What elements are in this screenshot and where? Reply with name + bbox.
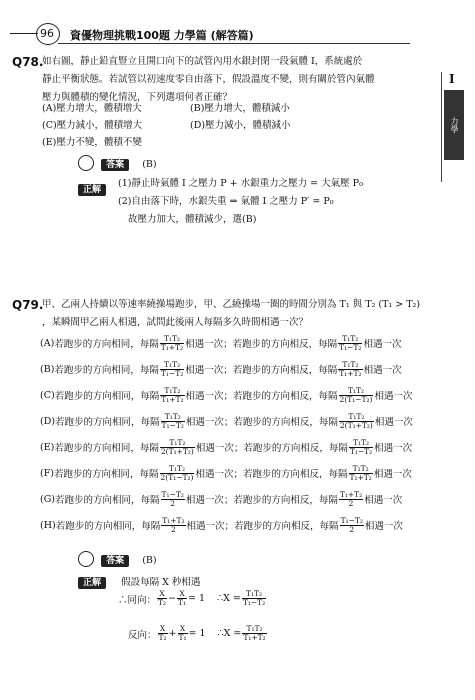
opposite-direction-text: 若跑步的方向相反，每隔 [234, 521, 339, 532]
mid-suffix: 相遇一次； [186, 521, 235, 532]
denominator: 2(T₁+T₂) [339, 420, 373, 430]
denominator: T₁−T₂ [161, 420, 184, 430]
numerator: T₁T₂ [160, 387, 184, 396]
q78-stem [42, 56, 375, 104]
bulb-icon [78, 551, 94, 567]
same-direction-fraction [161, 413, 185, 430]
mid-suffix: 相遇一次； [195, 469, 243, 480]
opposite-direction-text: 若跑步的方向相反，每隔 [242, 469, 348, 480]
same-direction-fraction [161, 491, 185, 508]
numerator: T₁−T₂ [340, 515, 363, 525]
denominator: 2(T₁−T₂) [160, 472, 194, 482]
equation-operator: − [168, 593, 176, 604]
q78-option-b: (B)壓力增大，體積減小 [190, 103, 290, 114]
numerator: T₁T₂ [160, 335, 184, 344]
q78-option-c: (C)壓力減小，體積增大 [42, 120, 143, 131]
q79-option [40, 486, 460, 512]
numerator: T₁T₂ [339, 413, 374, 422]
q79-solution-badge-wrap [78, 570, 200, 589]
denominator: T₂ [158, 598, 167, 607]
q78-option-d: (D)壓力減小，體積減小 [190, 120, 291, 131]
q79-option [40, 434, 460, 460]
q78-stem-line: 靜止平衡狀態。若試管以初速度零自由落下，假設溫度不變，則有關於管內氣體 [42, 74, 375, 85]
same-direction-text: 若跑步的方向相同，每隔 [54, 365, 159, 376]
numerator: X [177, 590, 187, 599]
numerator: T₁T₂ [338, 361, 362, 370]
opposite-direction-fraction [349, 465, 373, 482]
opposite-direction-text: 若跑步的方向相反，每隔 [233, 495, 338, 506]
numerator: T₁T₂ [242, 625, 266, 634]
numerator: X [178, 625, 188, 634]
numerator: T₁T₂ [160, 465, 195, 474]
opposite-direction-text: 若跑步的方向相反，每隔 [243, 443, 348, 454]
mid-suffix: 相遇一次； [185, 417, 234, 428]
equation-label: 反向： [128, 629, 157, 641]
denominator: 2 [349, 524, 355, 534]
denominator: T₁ [178, 633, 187, 642]
numerator: T₁T₂ [338, 335, 362, 344]
q79-answer-row [78, 548, 157, 567]
suffix: 相遇一次 [373, 469, 412, 480]
q79-solution-same [118, 590, 267, 607]
numerator: T₁T₂ [160, 361, 184, 370]
equation-fraction [157, 590, 167, 607]
solution-badge: 正解 [78, 577, 106, 589]
equation-operator: + [168, 628, 177, 639]
solution-badge: 正解 [78, 184, 106, 196]
q78-option-e: (E)壓力不變，體積不變 [42, 137, 142, 148]
q79-option [40, 330, 460, 356]
bulb-icon [78, 155, 94, 171]
q78-answer-row [78, 152, 157, 171]
equation-fraction [177, 590, 187, 607]
q79-stem-line: ，某瞬間甲乙兩人相遇，試問此後兩人每隔多久時間相遇一次？ [42, 317, 309, 328]
page-number: 96 [40, 27, 54, 40]
opposite-direction-fraction [340, 517, 364, 534]
denominator: T₁−T₂ [242, 598, 266, 607]
q79-solution-intro: 假設每隔 X 秒相遇 [121, 577, 201, 588]
q79-option [40, 460, 460, 486]
q79-stem [42, 299, 420, 329]
opposite-direction-fraction [349, 439, 373, 456]
option-letter: (C) [40, 389, 55, 401]
q78-answer: (B) [142, 159, 157, 170]
suffix: 相遇一次 [363, 339, 402, 350]
q79-option [40, 356, 460, 382]
header-rule-left [10, 33, 38, 34]
option-letter: (B) [40, 363, 55, 375]
equation-fraction [178, 625, 188, 642]
numerator: X [157, 590, 167, 599]
suffix: 相遇一次 [364, 495, 403, 506]
denominator: T₁+T₂ [243, 633, 266, 642]
suffix: 相遇一次 [374, 391, 413, 402]
q78-solution-line: 故壓力加大，體積減少，選(B) [128, 214, 257, 225]
header-rule [58, 43, 410, 44]
denominator: T₁+T₂ [160, 342, 184, 352]
equation-result [242, 625, 266, 642]
mid-suffix: 相遇一次； [185, 365, 233, 376]
q78-label: Q78. [12, 55, 44, 69]
answer-badge: 答案 [101, 555, 129, 567]
same-direction-text: 若跑步的方向相同，每隔 [55, 417, 160, 428]
denominator: T₁+T₂ [349, 472, 372, 482]
denominator: T₂ [158, 633, 167, 642]
q79-label: Q79. [12, 298, 44, 312]
numerator: T₁−T₂ [161, 489, 184, 499]
denominator: T₁−T₂ [339, 342, 362, 352]
option-letter: (D) [40, 415, 56, 427]
suffix: 相遇一次 [374, 443, 413, 454]
equation-equals: = 1 [188, 593, 206, 604]
opposite-direction-text: 若跑步的方向相反，每隔 [233, 391, 338, 402]
q79-answer: (B) [142, 555, 157, 566]
q78-stem-line: 如右圖，靜止鉛直豎立且開口向下的試管內用水銀封閉一段氣體 I，系統處於 [42, 56, 363, 67]
numerator: T₁+T₂ [162, 515, 185, 525]
denominator: 2(T₁−T₂) [339, 394, 373, 404]
option-letter: (A) [40, 337, 55, 349]
option-letter: (E) [40, 441, 55, 453]
same-direction-text: 若跑步的方向相同，每隔 [55, 521, 161, 532]
suffix: 相遇一次 [363, 365, 402, 376]
denominator: 2 [170, 498, 176, 508]
opposite-direction-text: 若跑步的方向相反，每隔 [233, 417, 338, 428]
q79-option [40, 408, 460, 434]
opposite-direction-fraction [338, 335, 362, 352]
mid-suffix: 相遇一次； [185, 339, 233, 350]
q79-option [40, 512, 460, 538]
same-direction-fraction [160, 387, 184, 404]
numerator: X [158, 625, 168, 634]
opposite-direction-text: 若跑步的方向相反，每隔 [232, 339, 338, 350]
q78-solution-line: (2)自由落下時，水銀失重 ⇒ 氣體 I 之壓力 P′ = P₀ [118, 196, 334, 207]
denominator: T₁+T₂ [339, 368, 362, 378]
numerator: T₁T₂ [349, 465, 373, 474]
q79-stem-line: 甲、乙兩人持續以等速率繞操場跑步，甲、乙繞操場一圈的時間分別為 T₁ 與 T₂ (T₁ > T₂) [42, 299, 421, 310]
suffix: 相遇一次 [364, 521, 403, 532]
mid-suffix: 相遇一次； [185, 391, 234, 402]
option-letter: (G) [40, 493, 56, 505]
suffix: 相遇一次 [374, 417, 413, 428]
same-direction-fraction [161, 517, 185, 534]
q78-solution-badge-wrap [78, 177, 106, 196]
denominator: T₁−T₂ [349, 446, 373, 456]
same-direction-text: 若跑步的方向相同，每隔 [54, 339, 159, 350]
numerator: T₁T₂ [349, 439, 373, 448]
same-direction-fraction [160, 335, 184, 352]
opposite-direction-fraction [339, 387, 374, 404]
numerator: T₁T₂ [160, 439, 195, 448]
opposite-direction-text: 若跑步的方向相反，每隔 [232, 365, 338, 376]
opposite-direction-fraction [339, 491, 363, 508]
q78-option-a: (A)壓力增大，體積增大 [42, 103, 142, 114]
same-direction-fraction [160, 439, 195, 456]
same-direction-text: 若跑步的方向相同，每隔 [54, 391, 160, 402]
same-direction-text: 若跑步的方向相同，每隔 [54, 469, 159, 480]
q78-solution [118, 178, 363, 226]
q78-solution-line: (1)靜止時氣體 I 之壓力 P + 水銀重力之壓力 = 大氣壓 P₀ [118, 178, 363, 189]
opposite-direction-fraction [339, 413, 374, 430]
numerator: T₁T₂ [242, 590, 266, 599]
denominator: 2(T₁+T₂) [160, 446, 194, 456]
same-direction-fraction [160, 465, 195, 482]
same-direction-fraction [160, 361, 184, 378]
option-letter: (H) [40, 519, 56, 531]
option-letter: (F) [40, 467, 55, 479]
denominator: T₁ [178, 598, 187, 607]
q79-options [40, 330, 460, 538]
equation-fraction [158, 625, 168, 642]
side-tab-number: I [449, 72, 455, 86]
same-direction-text: 若跑步的方向相同，每隔 [54, 443, 159, 454]
denominator: 2 [348, 498, 354, 508]
book-title: 資優物理挑戰100題 力學篇 (解答篇) [70, 29, 254, 42]
same-direction-text: 若跑步的方向相同，每隔 [55, 495, 160, 506]
side-tab-label: 力學 [444, 90, 464, 160]
numerator: T₁T₂ [339, 387, 374, 396]
equation-therefore: ∴X = [217, 628, 242, 639]
equation-equals: = 1 [188, 628, 206, 639]
numerator: T₁+T₂ [339, 489, 363, 499]
denominator: T₁+T₂ [161, 394, 184, 404]
q78-stem-line: 壓力與體積的變化情況，下列選項何者正確？ [42, 92, 233, 103]
q79-solution-opposite [128, 625, 268, 642]
equation-result [242, 590, 266, 607]
answer-badge: 答案 [101, 159, 129, 171]
q79-option [40, 382, 460, 408]
mid-suffix: 相遇一次； [185, 495, 234, 506]
equation-therefore: ∴X = [217, 593, 241, 604]
numerator: T₁T₂ [161, 413, 185, 422]
denominator: 2 [170, 524, 176, 534]
opposite-direction-fraction [338, 361, 362, 378]
equation-label: ∴同向： [118, 594, 157, 606]
denominator: T₁−T₂ [160, 368, 184, 378]
mid-suffix: 相遇一次； [195, 443, 244, 454]
